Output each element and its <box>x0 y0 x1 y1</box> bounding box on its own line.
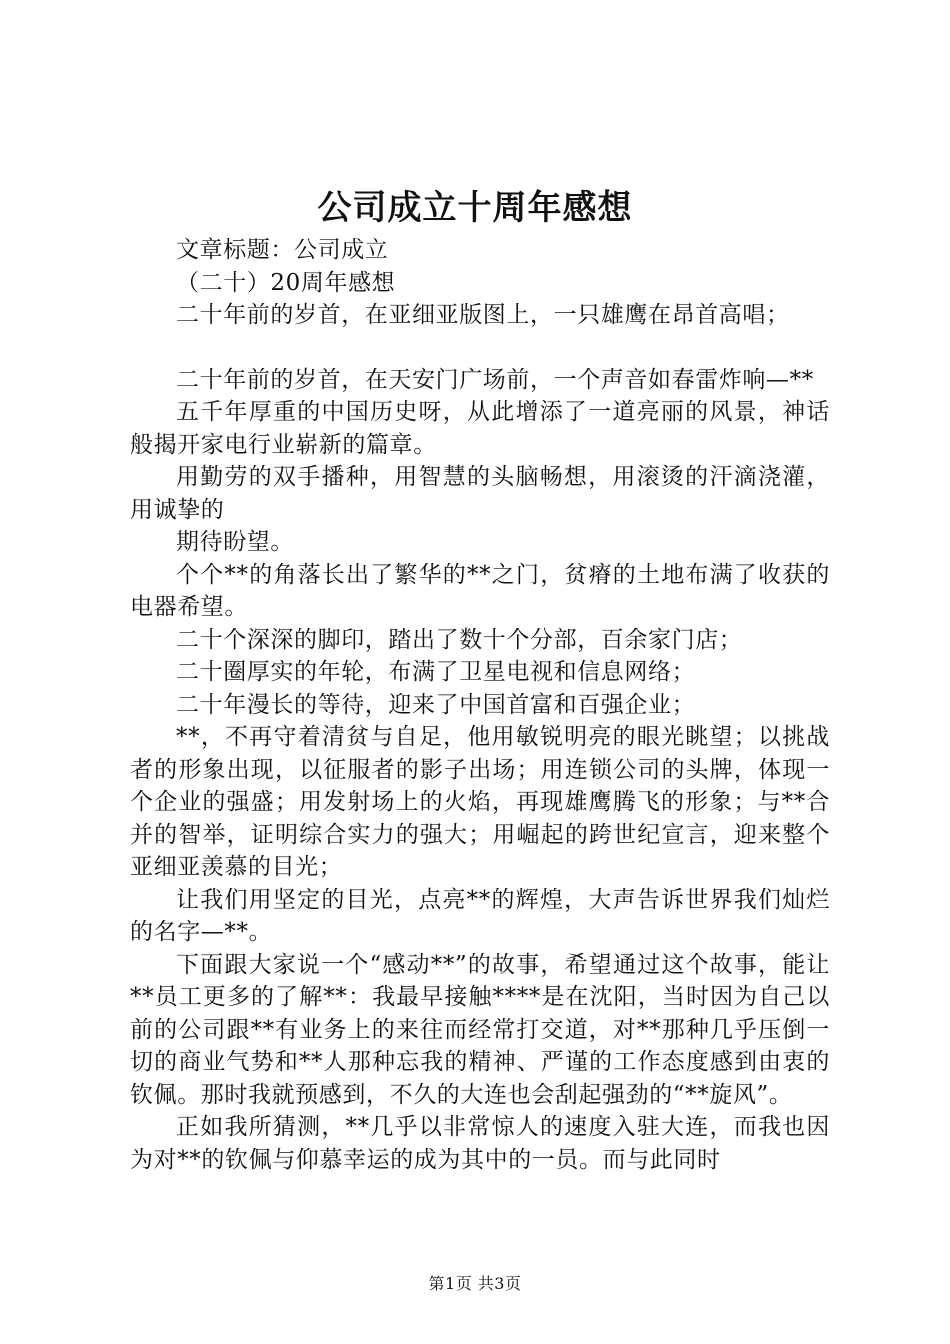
document-title: 公司成立十周年感想 <box>317 188 633 228</box>
page-footer: 第1页 共3页 <box>428 1274 522 1293</box>
paragraph: 文章标题：公司成立 <box>176 237 389 263</box>
paragraph: 二十圈厚实的年轮，布满了卫星电视和信息网络； <box>176 659 696 685</box>
paragraph: 二十个深深的脚印，踏出了数十个分部，百余家门店； <box>176 626 743 653</box>
paragraph: 下面跟大家说一个“感动**”的故事，希望通过这个故事，能让**员工更多的了解**：我最早接触****是在沈阳，当时因为自己以前的公司跟**有业务上的来往而经常打交道，对**那种几乎压倒一切的商业气势和**人那种忘我的精神、严谨的工作态度感到由衷的钦佩。那时我就预感到，不久的大连也会刮起强劲的“**旋风”。 <box>130 951 830 1108</box>
paragraph: 正如我所猜测，**几乎以非常惊人的速度入驻大连，而我也因为对**的钦佩与仰慕幸运的成为其中的一员。而与此同时 <box>130 1114 830 1173</box>
paragraph: 二十年漫长的等待，迎来了中国首富和百强企业； <box>176 691 696 718</box>
paragraph: **，不再守着清贫与自足，他用敏锐明亮的眼光眺望；以挑战者的形象出现，以征服者的影子出场；用连锁公司的头牌，体现一个企业的强盛；用发射场上的火焰，再现雄鹰腾飞的形象；与**合并的智举，证明综合实力的强大；用崛起的跨世纪宣言，迎来整个亚细亚羡慕的目光； <box>130 724 830 880</box>
paragraph: 让我们用坚定的目光，点亮**的辉煌，大声告诉世界我们灿烂的名字—**。 <box>130 886 830 945</box>
paragraph: 二十年前的岁首，在亚细亚版图上，一只雄鹰在昂首高唱； <box>176 302 790 328</box>
paragraph: 期待盼望。 <box>176 529 294 555</box>
paragraph: 五千年厚重的中国历史呀，从此增添了一道亮丽的风景，神话般揭开家电行业崭新的篇章。 <box>130 399 830 458</box>
document-body <box>130 234 830 1176</box>
paragraph: 个个**的角落长出了繁华的**之门，贫瘠的土地布满了收获的电器希望。 <box>130 561 830 620</box>
paragraph: 用勤劳的双手播种，用智慧的头脑畅想，用滚烫的汗滴浇灌，用诚挚的 <box>130 464 830 523</box>
paragraph: （二十）20周年感想 <box>176 269 396 296</box>
paragraph: 二十年前的岁首，在天安门广场前，一个声音如春雷炸响—** <box>176 366 814 393</box>
